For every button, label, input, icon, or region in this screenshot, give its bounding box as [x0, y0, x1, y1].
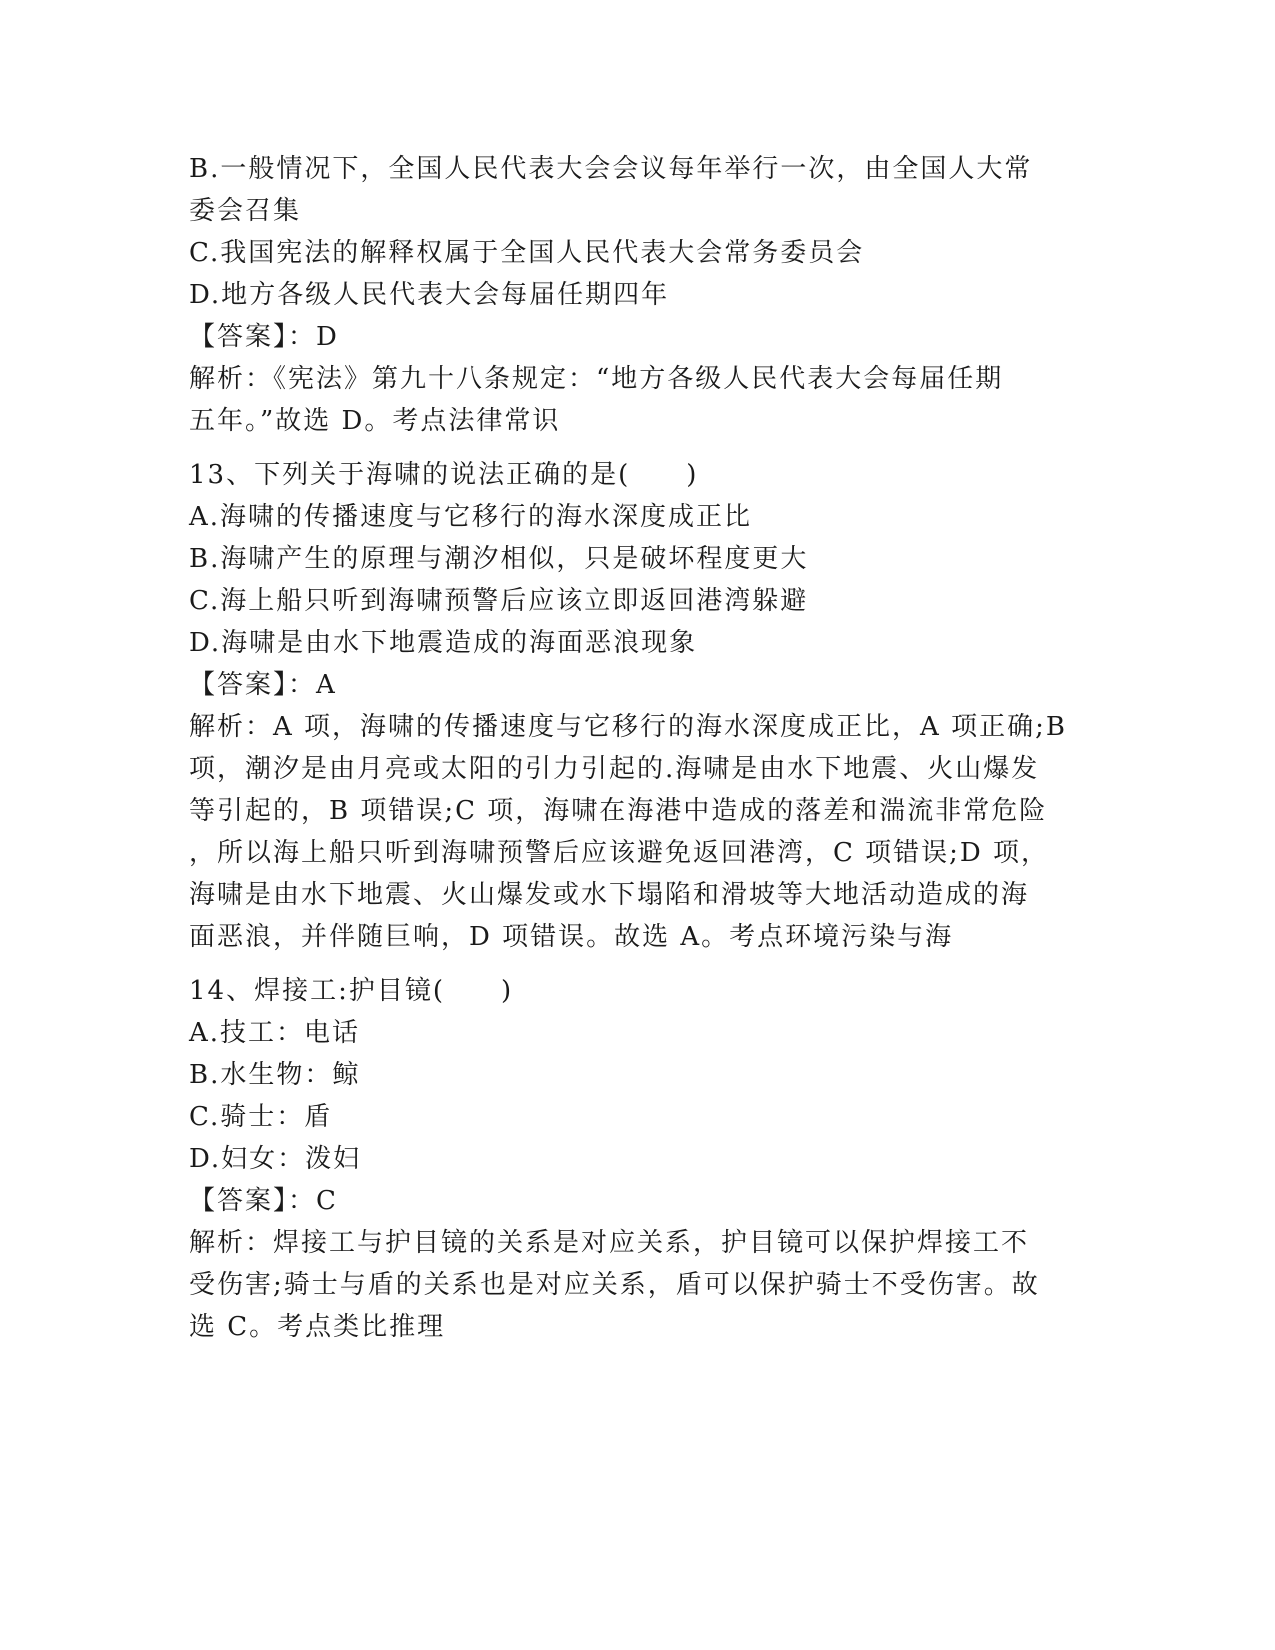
option-b: B.水生物：鲸 [189, 1060, 361, 1090]
question-title: 14、焊接工:护目镜( ) [189, 976, 514, 1006]
document-page [189, 148, 1089, 1348]
option-d: D.地方各级人民代表大会每届任期四年 [189, 280, 670, 310]
analysis-line-6: 面恶浪，并伴随巨响，D 项错误。故选 A。考点环境污染与海 [189, 922, 954, 952]
option-a: A.海啸的传播速度与它移行的海水深度成正比 [189, 502, 753, 532]
option-d: D.海啸是由水下地震造成的海面恶浪现象 [189, 628, 698, 658]
option-a: A.技工：电话 [189, 1018, 361, 1048]
analysis-line-2: 受伤害;骑士与盾的关系也是对应关系，盾可以保护骑士不受伤害。故 [189, 1270, 1040, 1300]
analysis-line-1: 解析：焊接工与护目镜的关系是对应关系，护目镜可以保护焊接工不 [189, 1228, 1030, 1258]
answer: 【答案】：D [189, 322, 339, 352]
question-13 [189, 454, 1089, 958]
option-c: C.海上船只听到海啸预警后应该立即返回港湾躲避 [189, 586, 809, 616]
analysis-line-1: 解析：《宪法》第九十八条规定：“地方各级人民代表大会每届任期 [189, 364, 1004, 394]
option-c: C.我国宪法的解释权属于全国人民代表大会常务委员会 [189, 238, 865, 268]
analysis-line-3: 等引起的，B 项错误;C 项，海啸在海港中造成的落差和湍流非常危险 [189, 796, 1048, 826]
analysis-line-3: 选 C。考点类比推理 [189, 1312, 446, 1342]
option-c: C.骑士：盾 [189, 1102, 333, 1132]
question-title: 13、下列关于海啸的说法正确的是( ) [189, 460, 699, 490]
analysis-line-4: ，所以海上船只听到海啸预警后应该避免返回港湾，C 项错误;D 项， [189, 838, 1050, 868]
answer: 【答案】：A [189, 670, 337, 700]
analysis-line-1: 解析：A 项，海啸的传播速度与它移行的海水深度成正比，A 项正确;B [189, 712, 1067, 742]
analysis-line-5: 海啸是由水下地震、火山爆发或水下塌陷和滑坡等大地活动造成的海 [189, 880, 1030, 910]
option-d: D.妇女：泼妇 [189, 1144, 362, 1174]
analysis-line-2: 五年。”故选 D。考点法律常识 [189, 406, 561, 436]
answer: 【答案】：C [189, 1186, 338, 1216]
option-b: B.海啸产生的原理与潮汐相似，只是破坏程度更大 [189, 544, 809, 574]
question-14 [189, 970, 1089, 1348]
analysis-line-2: 项，潮汐是由月亮或太阳的引力引起的.海啸是由水下地震、火山爆发 [189, 754, 1040, 784]
option-b-line-2: 委会召集 [189, 196, 302, 226]
question-12-tail [189, 148, 1089, 442]
option-b-line-1: B.一般情况下，全国人民代表大会会议每年举行一次，由全国人大常 [189, 154, 1033, 184]
